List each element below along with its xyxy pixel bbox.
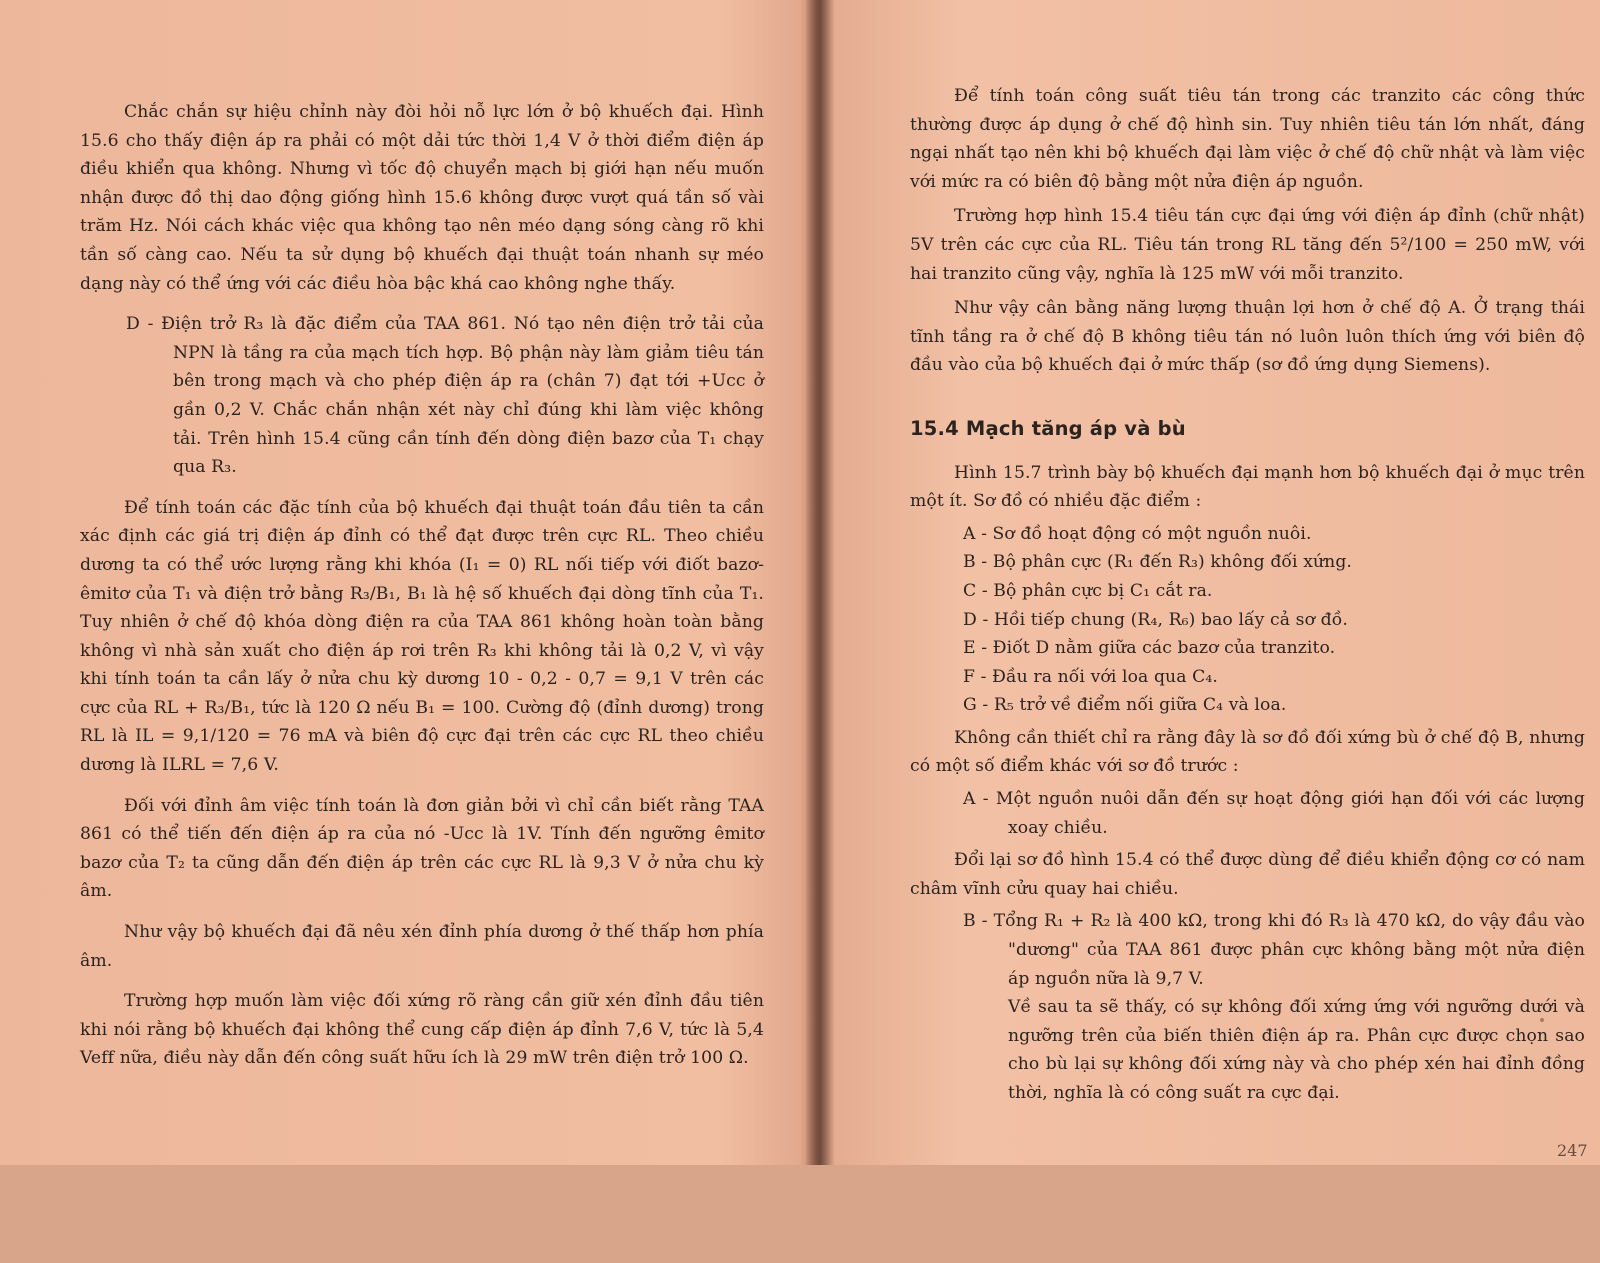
left-paragraph-4: Như vậy bộ khuếch đại đã nêu xén đỉnh phía dương ở thế thấp hơn phía âm. bbox=[80, 922, 764, 971]
difference-item-a: A - Một nguồn nuôi dẫn đến sự hoạt động giới hạn đối với các lượng xoay chiều. bbox=[963, 789, 1585, 838]
feature-item-a: A - Sơ đồ hoạt động có một nguồn nuôi. bbox=[963, 523, 1312, 544]
feature-item-e: E - Điốt D nằm giữa các bazơ của tranzito. bbox=[963, 638, 1336, 659]
right-page bbox=[910, 0, 1585, 1247]
right-paragraph-3: Như vậy cân bằng năng lượng thuận lợi hơn ở chế độ A. Ở trạng thái tĩnh tầng ra ở chế độ B không tiêu tán nó luôn luôn thích ứng với biên độ đầu vào của bộ khuếch đại ở mức thấp (sơ đồ ứng dụng Siemens). bbox=[910, 298, 1585, 376]
left-paragraph-2: Để tính toán các đặc tính của bộ khuếch đại thuật toán đầu tiên ta cần xác định các giá trị điện áp đỉnh có thể đạt được trên cực RL. Theo chiều dương ta có thể ước lượng rằng khi khóa (I₁ = 0) RL nối tiếp với điốt bazơ-êmitơ của T₁ và điện trở bằng R₃/B₁, B₁ là hệ số khuếch đại dòng tĩnh của T₁. Tuy nhiên ở chế độ khóa dòng điện ra của TAA 861 không hoàn toàn bằng không vì nhà sản xuất cho điện áp rơi trên R₃ khi không tải là 0,2 V, vì vậy khi tính toán ta cần lấy ở nửa chu kỳ dương 10 - 0,2 - 0,7 = 9,1 V trên các cực của RL + R₃/B₁, tức là 120 Ω nếu B₁ = 100. Cường độ (đỉnh dương) trong RL là IL = 9,1/120 = 76 mA và biên độ cực đại trên các cực RL theo chiều dương là ILRL = 7,6 V. bbox=[80, 497, 764, 776]
feature-item-f: F - Đầu ra nối với loa qua C₄. bbox=[963, 666, 1218, 687]
book-gutter bbox=[806, 0, 834, 1165]
right-paragraph-2: Trường hợp hình 15.4 tiêu tán cực đại ứng với điện áp đỉnh (chữ nhật) 5V trên các cực của RL. Tiêu tán trong RL tăng đến 5²/100 = 250 mW, với hai tranzito cũng vậy, nghĩa là 125 mW với mỗi tranzito. bbox=[910, 206, 1585, 284]
feature-item-d: D - Hồi tiếp chung (R₄, R₆) bao lấy cả sơ đồ. bbox=[963, 609, 1348, 630]
feature-item-g: G - R₅ trở về điểm nối giữa C₄ và loa. bbox=[963, 695, 1287, 716]
right-paragraph-6: Đổi lại sơ đồ hình 15.4 có thể được dùng để điều khiển động cơ có nam châm vĩnh cửu quay hai chiều. bbox=[910, 850, 1585, 899]
right-paragraph-4: Hình 15.7 trình bày bộ khuếch đại mạnh hơn bộ khuếch đại ở mục trên một ít. Sơ đồ có nhiều đặc điểm : bbox=[910, 462, 1585, 512]
left-paragraph-1: Chắc chắn sự hiệu chỉnh này đòi hỏi nỗ lực lớn ở bộ khuếch đại. Hình 15.6 cho thấy điện áp ra phải có một dải tức thời 1,4 V ở thời điểm điện áp điều khiển qua không. Nhưng vì tốc độ chuyển mạch bị giới hạn nếu muốn nhận được đồ thị dao động giống hình 15.6 không được vượt quá tần số vài trăm Hz. Nói cách khác việc qua không tạo nên méo dạng sóng càng rõ khi tần số càng cao. Nếu ta sử dụng bộ khuếch đại thuật toán nhanh sự méo dạng này có thể ứng với các điều hòa bậc khá cao không nghe thấy. bbox=[80, 102, 764, 294]
left-paragraph-5: Trường hợp muốn làm việc đối xứng rõ ràng cần giữ xén đỉnh đầu tiên khi nói rằng bộ khuếch đại không thể cung cấp điện áp đỉnh 7,6 V, tức là 5,4 Veff nữa, điều này dẫn đến công suất hữu ích là 29 mW trên điện trở 100 Ω. bbox=[80, 991, 764, 1069]
section-heading: 15.4 Mạch tăng áp và bù bbox=[910, 416, 1186, 440]
right-paragraph-1: Để tính toán công suất tiêu tán trong các tranzito các công thức thường được áp dụng ở chế độ hình sin. Tuy nhiên tiêu tán lớn nhất, đáng ngại nhất tạo nên khi bộ khuếch đại làm việc ở chế độ chữ nhật và làm việc với mức ra có biên độ bằng một nửa điện áp nguồn. bbox=[910, 86, 1585, 192]
feature-item-b: B - Bộ phân cực (R₁ đến R₃) không đối xứng. bbox=[963, 552, 1352, 573]
left-page bbox=[80, 0, 764, 1263]
left-item-d: D - Điện trở R₃ là đặc điểm của TAA 861. Nó tạo nên điện trở tải của NPN là tầng ra của mạch tích hợp. Bộ phận này làm giảm tiêu tán bên trong mạch và cho phép điện áp ra (chân 7) đạt tới +Ucc ở gần 0,2 V. Chắc chắn nhận xét này chỉ đúng khi làm việc không tải. Trên hình 15.4 cũng cần tính đến dòng điện bazơ của T₁ chạy qua R₃. bbox=[126, 314, 764, 478]
difference-item-b: B - Tổng R₁ + R₂ là 400 kΩ, trong khi đó R₃ là 470 kΩ, do vậy đầu vào "dương" của TAA 861 được phân cực không bằng một nửa điện áp nguồn nữa là 9,7 V. bbox=[963, 911, 1585, 989]
feature-item-c: C - Bộ phân cực bị C₁ cắt ra. bbox=[963, 580, 1213, 601]
left-paragraph-3: Đối với đỉnh âm việc tính toán là đơn giản bởi vì chỉ cần biết rằng TAA 861 có thể tiến đến điện áp ra của nó -Ucc là 1V. Tính đến ngưỡng êmitơ bazơ của T₂ ta cũng dẫn đến điện áp trên các cực RL là 9,3 V ở nửa chu kỳ âm. bbox=[80, 795, 764, 902]
difference-item-b-continued: Về sau ta sẽ thấy, có sự không đối xứng ứng với ngưỡng dưới và ngưỡng trên của biến thiên điện áp ra. Phân cực được chọn sao cho bù lại sự không đối xứng này và cho phép xén hai đỉnh đồng thời, nghĩa là có công suất ra cực đại. bbox=[1008, 997, 1585, 1103]
paper-speck bbox=[1540, 1018, 1544, 1022]
page-number: 247 bbox=[1557, 1141, 1588, 1160]
right-paragraph-5: Không cần thiết chỉ ra rằng đây là sơ đồ đối xứng bù ở chế độ B, nhưng có một số điểm khác với sơ đồ trước : bbox=[910, 727, 1585, 777]
